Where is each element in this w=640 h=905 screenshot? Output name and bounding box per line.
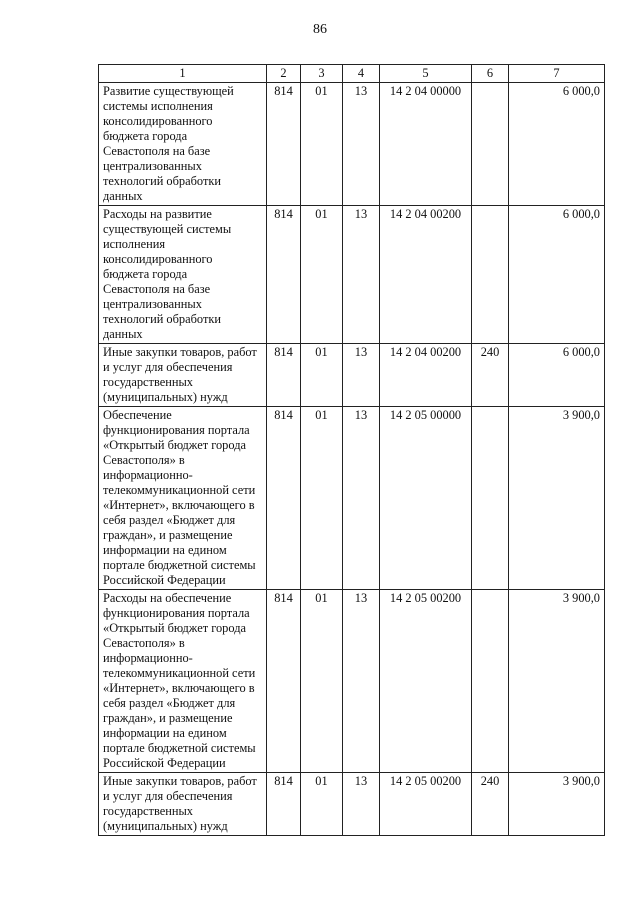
row-sum: 3 900,0 — [509, 773, 605, 836]
row-rz: 01 — [301, 773, 343, 836]
table-row — [99, 590, 605, 773]
row-vr — [472, 407, 509, 590]
row-csr: 14 2 05 00000 — [380, 407, 472, 590]
table-row — [99, 407, 605, 590]
row-name: Иные закупки товаров, работ и услуг для обеспечения государственных (муниципальных) нужд — [99, 344, 267, 407]
row-vr — [472, 83, 509, 206]
table-row — [99, 344, 605, 407]
column-header: 2 — [267, 65, 301, 83]
row-sum: 6 000,0 — [509, 344, 605, 407]
row-ved: 814 — [267, 407, 301, 590]
row-sum: 6 000,0 — [509, 206, 605, 344]
row-name: Расходы на обеспечение функционирования портала «Открытый бюджет города Севастополя» в информационно- телекоммуникационной сети «Интернет», включающего в себя раздел «Бюджет для граждан», и размещение информации на едином портале бюджетной системы Российской Федерации — [99, 590, 267, 773]
row-sum: 3 900,0 — [509, 407, 605, 590]
row-vr — [472, 206, 509, 344]
row-name: Обеспечение функционирования портала «Открытый бюджет города Севастополя» в информационно- телекоммуникационной сети «Интернет», включающего в себя раздел «Бюджет для граждан», и размещение информации на едином портале бюджетной системы Российской Федерации — [99, 407, 267, 590]
column-header: 7 — [509, 65, 605, 83]
row-vr: 240 — [472, 773, 509, 836]
row-csr: 14 2 04 00200 — [380, 206, 472, 344]
row-rz: 01 — [301, 344, 343, 407]
column-header: 4 — [343, 65, 380, 83]
column-header: 1 — [99, 65, 267, 83]
row-pr: 13 — [343, 407, 380, 590]
budget-table — [98, 64, 605, 836]
row-pr: 13 — [343, 83, 380, 206]
row-csr: 14 2 04 00000 — [380, 83, 472, 206]
row-sum: 6 000,0 — [509, 83, 605, 206]
table-row — [99, 83, 605, 206]
column-header: 3 — [301, 65, 343, 83]
row-name: Расходы на развитие существующей системы исполнения консолидированного бюджета города Севастополя на базе централизованных технологий обработки данных — [99, 206, 267, 344]
row-vr: 240 — [472, 344, 509, 407]
row-pr: 13 — [343, 773, 380, 836]
row-ved: 814 — [267, 590, 301, 773]
row-pr: 13 — [343, 590, 380, 773]
table-header-row — [99, 65, 605, 83]
row-ved: 814 — [267, 83, 301, 206]
row-ved: 814 — [267, 773, 301, 836]
column-header: 5 — [380, 65, 472, 83]
row-pr: 13 — [343, 344, 380, 407]
row-csr: 14 2 05 00200 — [380, 590, 472, 773]
row-sum: 3 900,0 — [509, 590, 605, 773]
row-ved: 814 — [267, 206, 301, 344]
row-pr: 13 — [343, 206, 380, 344]
row-csr: 14 2 05 00200 — [380, 773, 472, 836]
row-vr — [472, 590, 509, 773]
row-name: Развитие существующей системы исполнения консолидированного бюджета города Севастополя на базе централизованных технологий обработки данных — [99, 83, 267, 206]
row-rz: 01 — [301, 206, 343, 344]
row-rz: 01 — [301, 83, 343, 206]
row-name: Иные закупки товаров, работ и услуг для обеспечения государственных (муниципальных) нужд — [99, 773, 267, 836]
column-header: 6 — [472, 65, 509, 83]
row-rz: 01 — [301, 590, 343, 773]
row-csr: 14 2 04 00200 — [380, 344, 472, 407]
row-ved: 814 — [267, 344, 301, 407]
table-row — [99, 773, 605, 836]
page-number: 86 — [313, 22, 327, 37]
table-row — [99, 206, 605, 344]
row-rz: 01 — [301, 407, 343, 590]
